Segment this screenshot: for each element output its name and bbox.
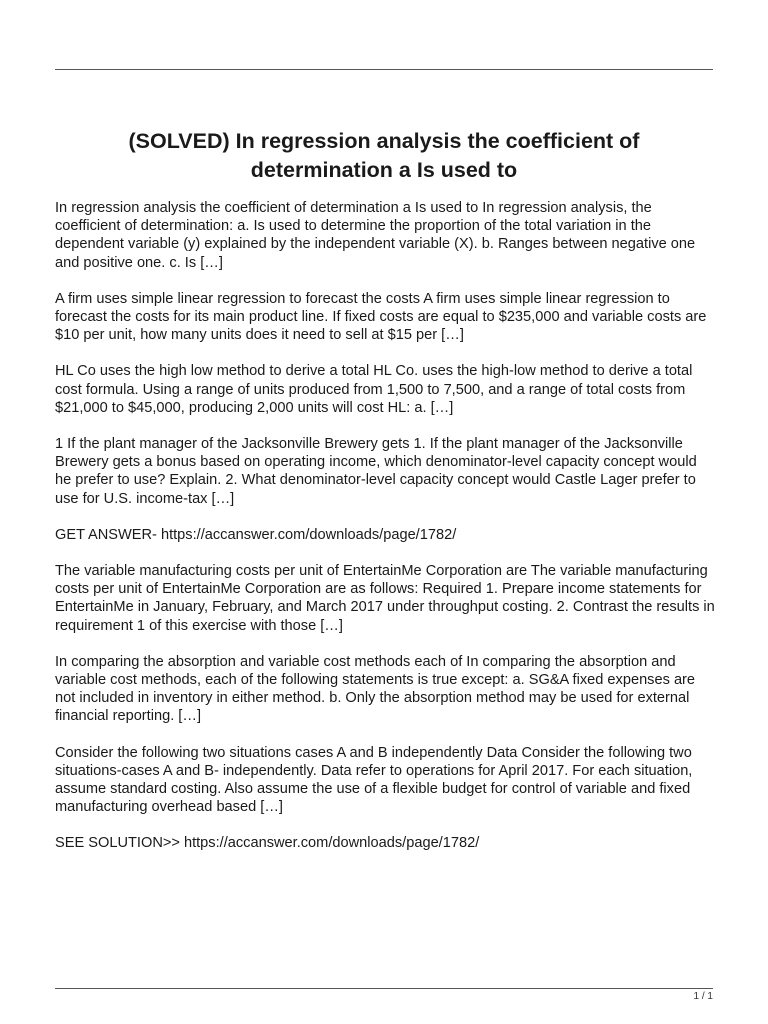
paragraph-high-low-method: HL Co uses the high low method to derive a total HL Co. uses the high-low method to derive a total cost formula. Using a range of units produced from 1,500 to 7,500, and a range of total costs from $21,000 to $45,000, producing 2,000 units will cost HL: a. […] [55, 363, 693, 416]
header-divider [55, 69, 713, 70]
footer-divider [55, 988, 713, 989]
paragraph-cases-a-b: Consider the following two situations cases A and B independently Data Consider the following two situations-cases A and B- independently. Data refer to operations for April 2017. For each situation, assume standard costing. Also assume the use of a flexible budget for control of variable and fixed manufacturing overhead based […] [55, 744, 693, 816]
page-title: (SOLVED) In regression analysis the coefficient of determination a Is used to [128, 129, 640, 182]
paragraph-entertainme-costs: The variable manufacturing costs per unit of EntertainMe Corporation are The variable manufacturing costs per unit of EntertainMe Corporation are as follows: Required 1. Prepare income statements for EntertainMe in January, February, and March 2017 under throughput costing. 2. Contrast the results in requirement 1 of this exercise with those […] [55, 563, 715, 634]
document-body [55, 199, 715, 871]
paragraph-jacksonville-brewery: 1 If the plant manager of the Jacksonville Brewery gets 1. If the plant manager of the Jacksonville Brewery gets a bonus based on operating income, which denominator-level capacity concept would he prefer to use? Explain. 2. What denominator-level capacity concept would Castle Lager prefer to use for U.S. income-tax […] [55, 436, 697, 507]
paragraph-regression-coefficient: In regression analysis the coefficient of determination a Is used to In regression analysis, the coefficient of determination: a. Is used to determine the proportion of the total variation in the dependent variable (y) explained by the independent variable (X). b. Ranges between negative one and positive one. c. Is […] [55, 200, 696, 271]
get-answer-link[interactable]: GET ANSWER- https://accanswer.com/downloads/page/1782/ [55, 526, 457, 543]
page-number: 1 / 1 [693, 991, 713, 1002]
paragraph-linear-regression-costs: A firm uses simple linear regression to forecast the costs A firm uses simple linear regression to forecast the costs for its main product line. If fixed costs are equal to $235,000 and variable costs are $10 per unit, how many units does it need to sell at $15 per […] [55, 290, 707, 344]
see-solution-link[interactable]: SEE SOLUTION>> https://accanswer.com/downloads/page/1782/ [55, 835, 480, 852]
paragraph-absorption-variable: In comparing the absorption and variable cost methods each of In comparing the absorption and variable cost methods, each of the following statements is true except: a. SG&A fixed expenses are not included in inventory in either method. b. Only the absorption method may be used for external financial reporting. […] [55, 653, 696, 725]
